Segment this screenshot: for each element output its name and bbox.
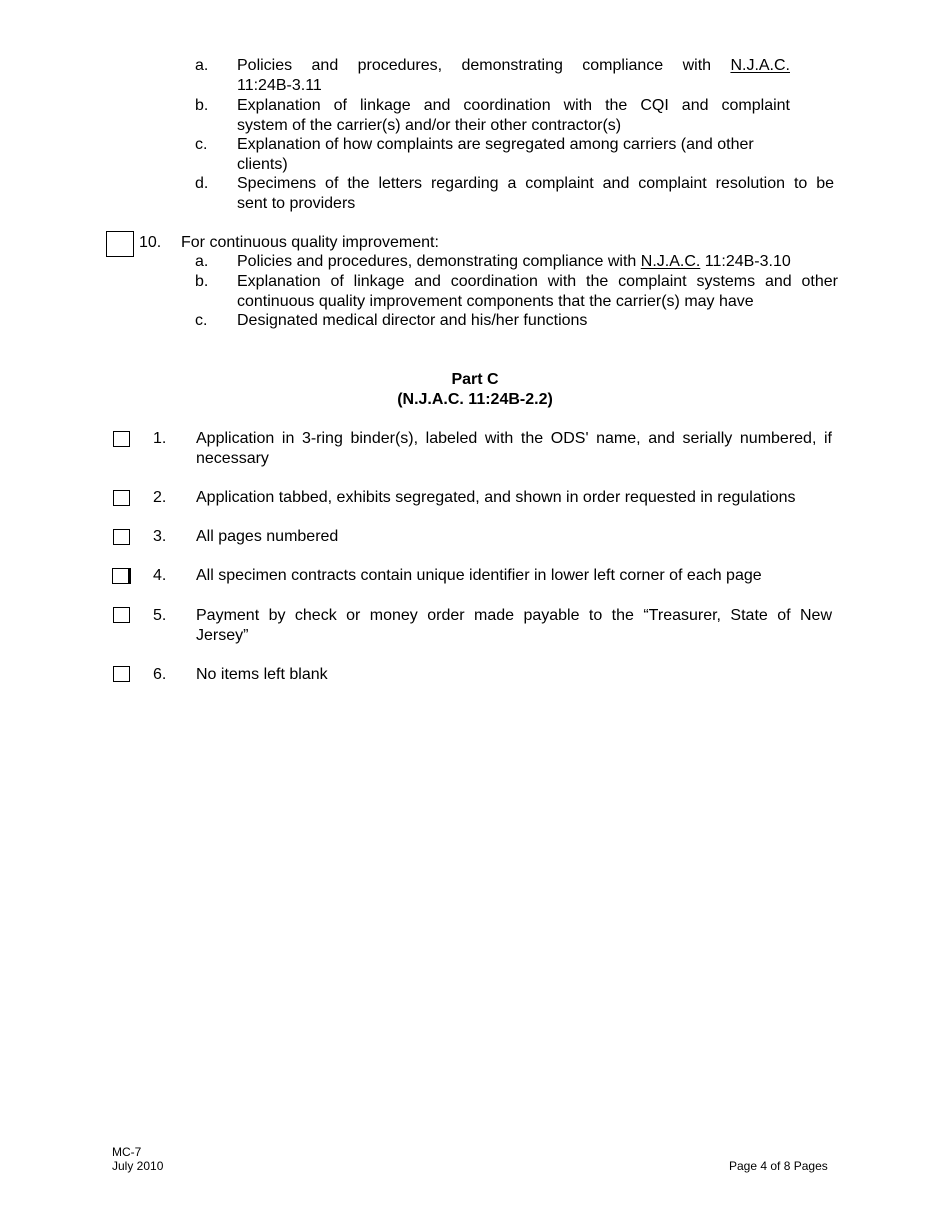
list-item-text: system of the carrier(s) and/or their other contractor(s) bbox=[237, 117, 622, 134]
checklist-item-text: Jersey” bbox=[196, 627, 249, 644]
list-item-text: Explanation of how complaints are segregated among carriers (and other bbox=[237, 136, 754, 153]
form-date: July 2010 bbox=[112, 1159, 164, 1173]
checkbox-item-6[interactable] bbox=[113, 666, 130, 682]
list-letter: b. bbox=[195, 273, 209, 290]
list-item-text: clients) bbox=[237, 156, 288, 173]
part-c-subtitle: (N.J.A.C. 11:24B-2.2) bbox=[397, 391, 553, 408]
item-number: 1. bbox=[153, 430, 167, 447]
checkbox-item-3[interactable] bbox=[113, 529, 130, 545]
checklist-item-text: All pages numbered bbox=[196, 528, 339, 545]
page-number: Page 4 of 8 Pages bbox=[729, 1159, 828, 1173]
list-item-text: Specimens of the letters regarding a complaint and complaint resolution to be bbox=[237, 175, 834, 192]
checklist-item-text: Application in 3-ring binder(s), labeled with the ODS' name, and serially numbered, if bbox=[196, 430, 832, 447]
checklist-item-text: Application tabbed, exhibits segregated, and shown in order requested in regulations bbox=[196, 489, 796, 506]
list-item-text: Policies and procedures, demonstrating compliance with N.J.A.C. 11:24B-3.10 bbox=[237, 253, 791, 270]
list-letter: c. bbox=[195, 312, 208, 329]
checklist-item-text: Payment by check or money order made payable to the “Treasurer, State of New bbox=[196, 607, 832, 624]
checkbox-item-5[interactable] bbox=[113, 607, 130, 623]
list-item-text: Designated medical director and his/her functions bbox=[237, 312, 588, 329]
checkbox-item-1[interactable] bbox=[113, 431, 130, 447]
list-item-text: sent to providers bbox=[237, 195, 356, 212]
item-number: 10. bbox=[139, 234, 162, 251]
list-item-text: Policies and procedures, demonstrating compliance with N.J.A.C. bbox=[237, 57, 790, 74]
checklist-item-text: All specimen contracts contain unique identifier in lower left corner of each page bbox=[196, 567, 762, 584]
list-letter: d. bbox=[195, 175, 209, 192]
part-c-title: Part C bbox=[451, 371, 499, 388]
regulation-reference: N.J.A.C. bbox=[730, 57, 790, 74]
item-number: 2. bbox=[153, 489, 167, 506]
list-item-text: Explanation of linkage and coordination with the complaint systems and other bbox=[237, 273, 838, 290]
item-title: For continuous quality improvement: bbox=[181, 234, 439, 251]
item-number: 6. bbox=[153, 666, 167, 683]
checkbox-item-2[interactable] bbox=[113, 490, 130, 506]
form-id: MC-7 bbox=[112, 1145, 142, 1159]
item-number: 4. bbox=[153, 567, 167, 584]
item-number: 3. bbox=[153, 528, 167, 545]
item-number: 5. bbox=[153, 607, 167, 624]
list-letter: c. bbox=[195, 136, 208, 153]
list-letter: a. bbox=[195, 253, 209, 270]
checkbox-item-4[interactable] bbox=[112, 568, 129, 584]
list-letter: b. bbox=[195, 97, 209, 114]
list-item-text: Explanation of linkage and coordination with the CQI and complaint bbox=[237, 97, 790, 114]
item-10-checkbox[interactable] bbox=[106, 231, 134, 257]
checklist-item-text: No items left blank bbox=[196, 666, 328, 683]
list-item-text: continuous quality improvement components that the carrier(s) may have bbox=[237, 293, 754, 310]
regulation-reference: N.J.A.C. bbox=[640, 253, 701, 270]
list-letter: a. bbox=[195, 57, 209, 74]
checklist-item-text: necessary bbox=[196, 450, 269, 467]
list-item-text: 11:24B-3.11 bbox=[237, 77, 322, 94]
